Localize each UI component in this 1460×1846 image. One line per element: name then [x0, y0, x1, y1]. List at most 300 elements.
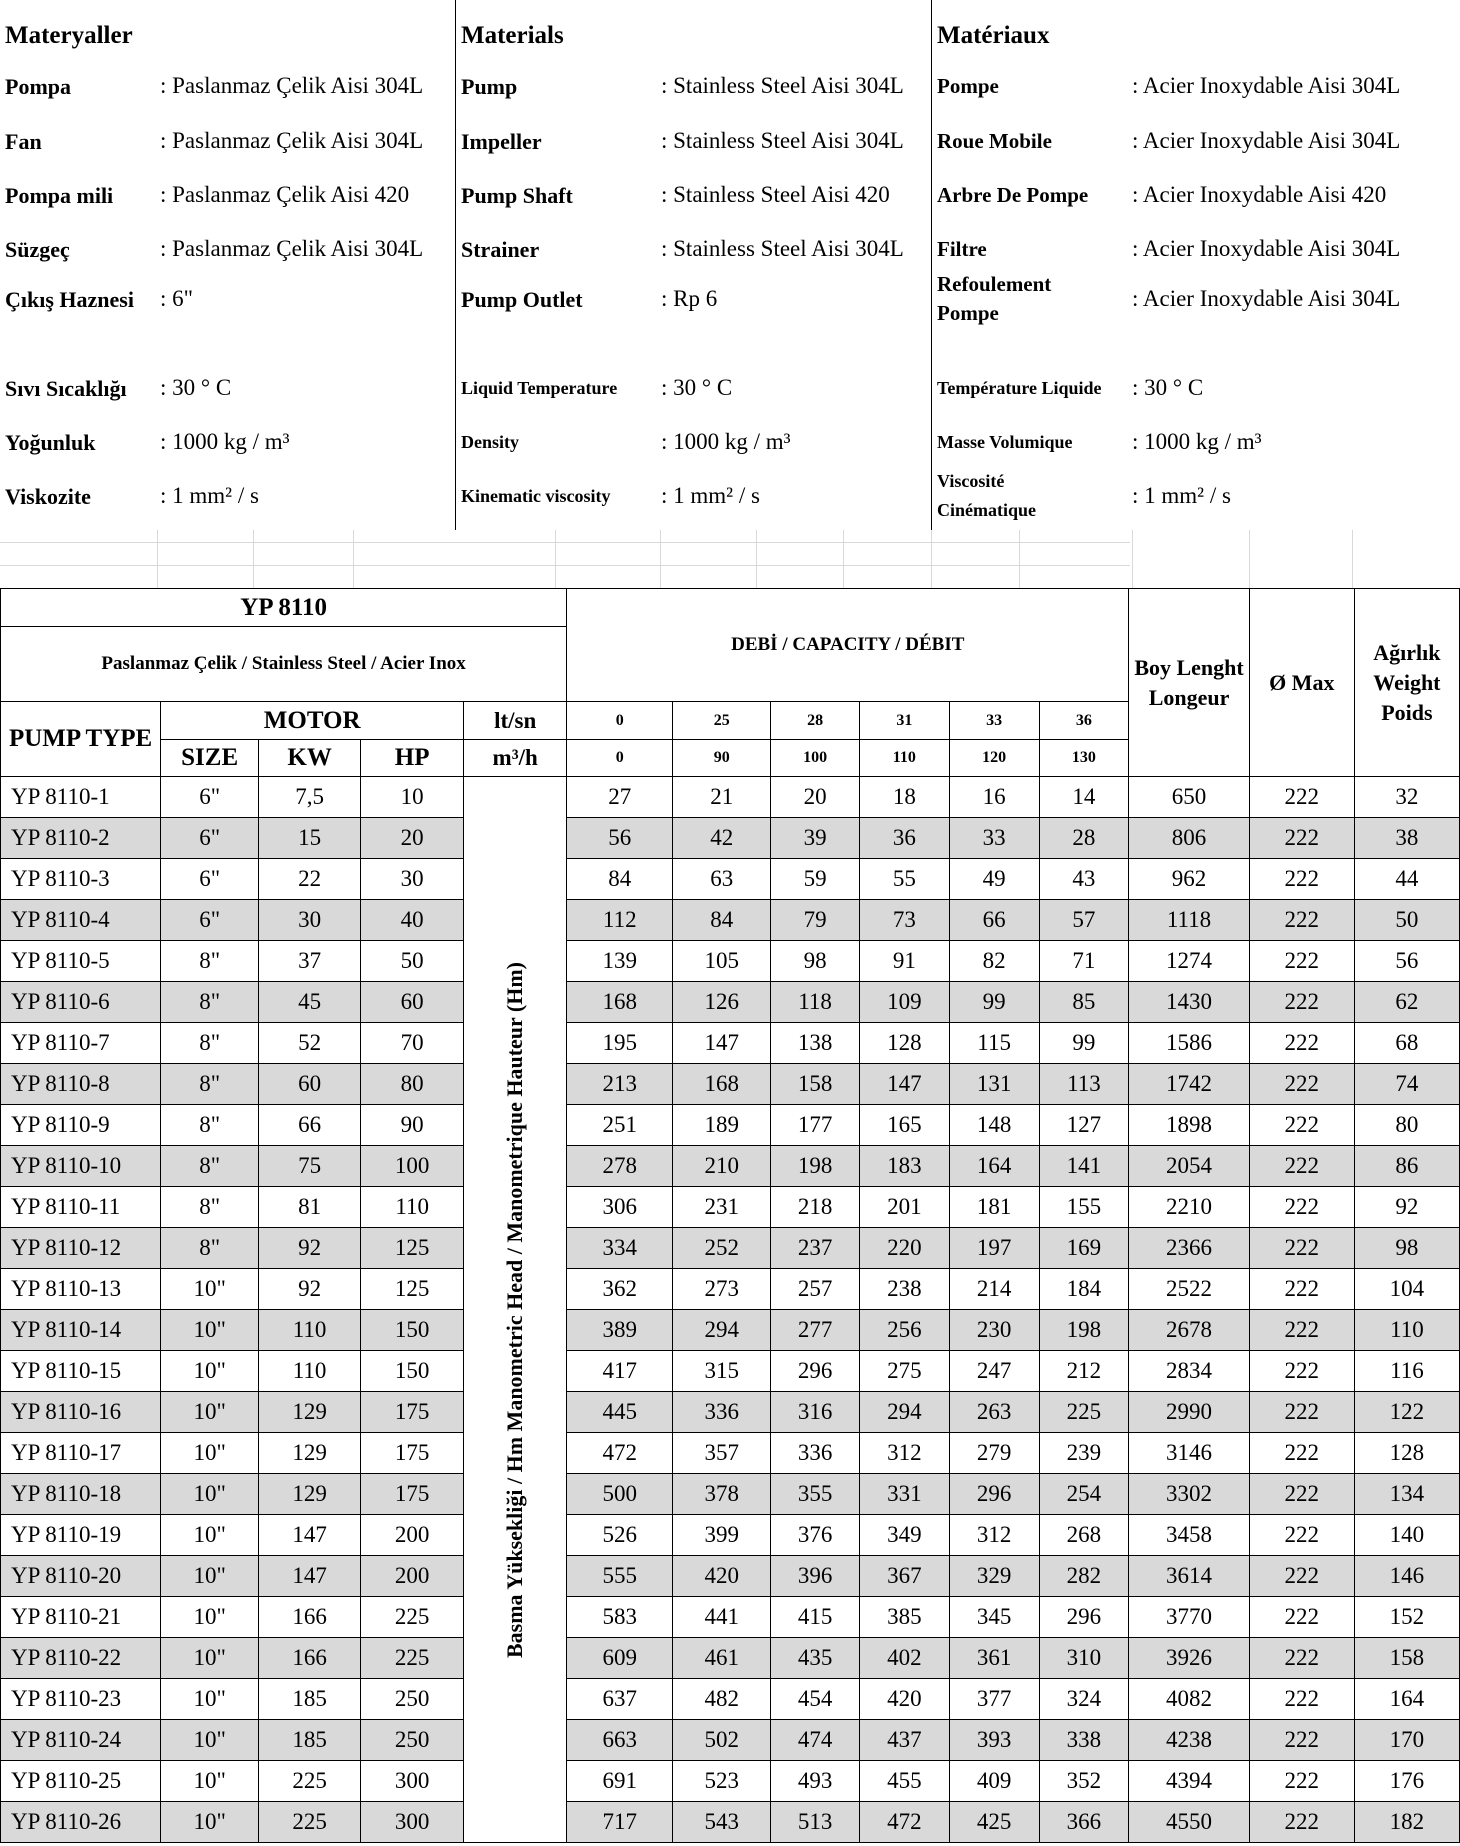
materials-row	[0, 125, 455, 157]
weight-cell: 98	[1354, 1228, 1459, 1269]
materials-label: Viscosité Cinématique	[937, 471, 1036, 520]
pump-type-cell: YP 8110-16	[1, 1392, 161, 1433]
head-value-cell: 352	[1039, 1761, 1129, 1802]
head-value-cell: 315	[673, 1351, 771, 1392]
materials-label: Pompa	[5, 73, 71, 99]
m3h-value-4: 120	[949, 740, 1039, 777]
materials-value: : Stainless Steel Aisi 304L	[661, 236, 904, 261]
motor-hp-cell: 110	[361, 1187, 464, 1228]
materials-row	[0, 233, 455, 265]
motor-size-cell: 8"	[161, 1023, 259, 1064]
motor-hp-cell: 175	[361, 1474, 464, 1515]
head-value-cell: 198	[1039, 1310, 1129, 1351]
motor-hp-cell: 30	[361, 859, 464, 900]
pump-type-cell: YP 8110-18	[1, 1474, 161, 1515]
table-row	[1, 900, 1460, 941]
head-value-cell: 165	[859, 1105, 949, 1146]
head-value-cell: 112	[567, 900, 673, 941]
motor-hp-cell: 125	[361, 1269, 464, 1310]
materials-label: Fan	[5, 128, 42, 154]
head-value-cell: 99	[949, 982, 1039, 1023]
motor-hp-cell: 10	[361, 777, 464, 818]
materials-row	[0, 426, 455, 458]
materials-label: Masse Volumique	[937, 431, 1073, 452]
head-value-cell: 336	[771, 1433, 860, 1474]
head-value-cell: 513	[771, 1802, 860, 1843]
weight-cell: 80	[1354, 1105, 1459, 1146]
weight-cell: 74	[1354, 1064, 1459, 1105]
motor-size-cell: 10"	[161, 1556, 259, 1597]
diameter-cell: 222	[1249, 859, 1354, 900]
head-value-cell: 366	[1039, 1802, 1129, 1843]
head-value-cell: 717	[567, 1802, 673, 1843]
materials-label: Pump Outlet	[461, 286, 583, 312]
head-value-cell: 118	[771, 982, 860, 1023]
head-value-cell: 378	[673, 1474, 771, 1515]
materials-row	[932, 471, 1460, 520]
lts-value-3: 31	[859, 702, 949, 740]
head-value-cell: 177	[771, 1105, 860, 1146]
hp-header: HP	[361, 740, 464, 777]
motor-size-cell: 6"	[161, 777, 259, 818]
head-value-cell: 361	[949, 1638, 1039, 1679]
head-value-cell: 85	[1039, 982, 1129, 1023]
pump-type-cell: YP 8110-5	[1, 941, 161, 982]
materials-row	[0, 480, 455, 512]
motor-size-cell: 10"	[161, 1515, 259, 1556]
diameter-cell: 222	[1249, 818, 1354, 859]
head-value-cell: 14	[1039, 777, 1129, 818]
head-value-cell: 310	[1039, 1638, 1129, 1679]
materials-label: Impeller	[461, 128, 542, 154]
motor-kw-cell: 45	[259, 982, 361, 1023]
head-value-cell: 164	[949, 1146, 1039, 1187]
head-value-cell: 55	[859, 859, 949, 900]
materials-label: Liquid Temperature	[461, 377, 618, 398]
materials-row	[0, 372, 455, 404]
weight-cell: 110	[1354, 1310, 1459, 1351]
head-value-cell: 168	[567, 982, 673, 1023]
materials-row	[456, 179, 932, 211]
grid-line	[0, 542, 1130, 543]
head-value-cell: 126	[673, 982, 771, 1023]
materials-value: : 1000 kg / m³	[661, 429, 791, 454]
materials-label: Pompa mili	[5, 182, 114, 208]
motor-hp-cell: 250	[361, 1679, 464, 1720]
materials-value: : Paslanmaz Çelik Aisi 304L	[160, 128, 424, 153]
head-value-cell: 225	[1039, 1392, 1129, 1433]
m3h-value-5: 130	[1039, 740, 1129, 777]
head-value-cell: 441	[673, 1597, 771, 1638]
head-value-cell: 472	[859, 1802, 949, 1843]
motor-hp-cell: 70	[361, 1023, 464, 1064]
motor-kw-cell: 129	[259, 1474, 361, 1515]
head-value-cell: 66	[949, 900, 1039, 941]
pump-type-cell: YP 8110-2	[1, 818, 161, 859]
motor-size-cell: 8"	[161, 1105, 259, 1146]
table-row	[1, 1761, 1460, 1802]
length-cell: 2678	[1129, 1310, 1249, 1351]
length-cell: 4394	[1129, 1761, 1249, 1802]
diameter-cell: 222	[1249, 1105, 1354, 1146]
table-row	[1, 1351, 1460, 1392]
weight-cell: 164	[1354, 1679, 1459, 1720]
materials-row	[456, 426, 932, 458]
m3h-unit-header: m³/h	[464, 740, 567, 777]
head-value-cell: 294	[859, 1392, 949, 1433]
motor-size-cell: 6"	[161, 900, 259, 941]
table-row	[1, 1679, 1460, 1720]
head-value-cell: 455	[859, 1761, 949, 1802]
head-value-cell: 201	[859, 1187, 949, 1228]
head-value-cell: 472	[567, 1433, 673, 1474]
head-value-cell: 39	[771, 818, 860, 859]
head-value-cell: 138	[771, 1023, 860, 1064]
head-value-cell: 84	[567, 859, 673, 900]
motor-kw-cell: 225	[259, 1761, 361, 1802]
diameter-cell: 222	[1249, 1474, 1354, 1515]
materials-row	[932, 125, 1460, 157]
pump-type-cell: YP 8110-4	[1, 900, 161, 941]
grid-line	[931, 530, 932, 588]
motor-kw-cell: 22	[259, 859, 361, 900]
head-value-cell: 71	[1039, 941, 1129, 982]
pump-type-cell: YP 8110-8	[1, 1064, 161, 1105]
length-header: Boy Lenght Longeur	[1129, 589, 1249, 777]
motor-size-cell: 10"	[161, 1474, 259, 1515]
head-value-cell: 168	[673, 1064, 771, 1105]
head-value-cell: 312	[859, 1433, 949, 1474]
materials-row	[456, 70, 932, 102]
head-value-cell: 385	[859, 1597, 949, 1638]
length-cell: 2366	[1129, 1228, 1249, 1269]
grid-line	[843, 530, 844, 588]
pump-type-cell: YP 8110-20	[1, 1556, 161, 1597]
head-value-cell: 454	[771, 1679, 860, 1720]
materials-value: : Paslanmaz Çelik Aisi 304L	[160, 236, 424, 261]
head-value-cell: 18	[859, 777, 949, 818]
head-value-cell: 169	[1039, 1228, 1129, 1269]
motor-header: MOTOR	[161, 702, 464, 740]
materials-label: Pompe	[937, 73, 999, 98]
pump-type-cell: YP 8110-17	[1, 1433, 161, 1474]
motor-hp-cell: 150	[361, 1310, 464, 1351]
head-value-cell: 523	[673, 1761, 771, 1802]
head-value-cell: 109	[859, 982, 949, 1023]
weight-cell: 32	[1354, 777, 1459, 818]
grid-line	[660, 530, 661, 588]
motor-hp-cell: 90	[361, 1105, 464, 1146]
pump-type-header: PUMP TYPE	[1, 702, 161, 777]
motor-kw-cell: 129	[259, 1433, 361, 1474]
m3h-value-3: 110	[859, 740, 949, 777]
head-value-cell: 256	[859, 1310, 949, 1351]
table-row	[1, 1515, 1460, 1556]
materials-row	[932, 233, 1460, 265]
head-value-cell: 409	[949, 1761, 1039, 1802]
motor-size-cell: 8"	[161, 1146, 259, 1187]
head-value-cell: 252	[673, 1228, 771, 1269]
weight-cell: 38	[1354, 818, 1459, 859]
head-value-cell: 437	[859, 1720, 949, 1761]
materials-value: : Acier Inoxydable Aisi 304L	[1132, 73, 1401, 98]
grid-line	[756, 530, 757, 588]
head-value-cell: 210	[673, 1146, 771, 1187]
head-value-cell: 355	[771, 1474, 860, 1515]
motor-kw-cell: 185	[259, 1720, 361, 1761]
materials-value: : Rp 6	[661, 286, 718, 311]
head-value-cell: 502	[673, 1720, 771, 1761]
materials-value: : 1000 kg / m³	[160, 429, 290, 454]
materials-label: Viskozite	[5, 483, 91, 509]
head-value-cell: 316	[771, 1392, 860, 1433]
pump-type-cell: YP 8110-10	[1, 1146, 161, 1187]
weight-cell: 140	[1354, 1515, 1459, 1556]
weight-cell: 182	[1354, 1802, 1459, 1843]
materials-value: : 6"	[160, 286, 194, 311]
motor-kw-cell: 15	[259, 818, 361, 859]
head-value-cell: 98	[771, 941, 860, 982]
pump-type-cell: YP 8110-9	[1, 1105, 161, 1146]
head-value-cell: 73	[859, 900, 949, 941]
table-row	[1, 1228, 1460, 1269]
head-value-cell: 338	[1039, 1720, 1129, 1761]
length-cell: 3770	[1129, 1597, 1249, 1638]
motor-hp-cell: 40	[361, 900, 464, 941]
lts-value-1: 25	[673, 702, 771, 740]
head-value-cell: 500	[567, 1474, 673, 1515]
materials-section	[0, 0, 1460, 530]
head-value-cell: 113	[1039, 1064, 1129, 1105]
model-title: YP 8110	[1, 589, 567, 627]
motor-hp-cell: 80	[361, 1064, 464, 1105]
diameter-cell: 222	[1249, 1023, 1354, 1064]
motor-kw-cell: 110	[259, 1351, 361, 1392]
weight-cell: 170	[1354, 1720, 1459, 1761]
grid-line	[157, 530, 158, 588]
materials-label: Roue Mobile	[937, 128, 1052, 153]
diameter-cell: 222	[1249, 1187, 1354, 1228]
weight-cell: 104	[1354, 1269, 1459, 1310]
materials-heading-en: Materials	[461, 22, 564, 49]
diameter-cell: 222	[1249, 1228, 1354, 1269]
head-value-cell: 312	[949, 1515, 1039, 1556]
materials-label: Pump Shaft	[461, 182, 573, 208]
head-value-cell: 420	[673, 1556, 771, 1597]
diameter-cell: 222	[1249, 777, 1354, 818]
head-value-cell: 212	[1039, 1351, 1129, 1392]
head-value-cell: 115	[949, 1023, 1039, 1064]
head-value-cell: 294	[673, 1310, 771, 1351]
motor-size-cell: 10"	[161, 1597, 259, 1638]
motor-size-cell: 10"	[161, 1802, 259, 1843]
materials-row	[456, 233, 932, 265]
head-value-cell: 82	[949, 941, 1039, 982]
length-cell: 2054	[1129, 1146, 1249, 1187]
motor-hp-cell: 225	[361, 1638, 464, 1679]
materials-label: Arbre De Pompe	[937, 182, 1089, 207]
head-value-cell: 131	[949, 1064, 1039, 1105]
grid-line	[1132, 530, 1133, 588]
head-value-cell: 147	[859, 1064, 949, 1105]
head-value-cell: 526	[567, 1515, 673, 1556]
head-value-cell: 376	[771, 1515, 860, 1556]
head-value-cell: 99	[1039, 1023, 1129, 1064]
materials-column-fr	[931, 0, 1460, 530]
head-value-cell: 336	[673, 1392, 771, 1433]
head-value-cell: 16	[949, 777, 1039, 818]
head-value-cell: 296	[1039, 1597, 1129, 1638]
head-value-cell: 425	[949, 1802, 1039, 1843]
head-value-cell: 56	[567, 818, 673, 859]
diameter-cell: 222	[1249, 1392, 1354, 1433]
pump-type-cell: YP 8110-13	[1, 1269, 161, 1310]
motor-kw-cell: 166	[259, 1597, 361, 1638]
head-value-cell: 402	[859, 1638, 949, 1679]
weight-cell: 152	[1354, 1597, 1459, 1638]
table-row	[1, 777, 1460, 818]
weight-cell: 68	[1354, 1023, 1459, 1064]
lts-value-5: 36	[1039, 702, 1129, 740]
table-row	[1, 1556, 1460, 1597]
materials-value: : 1 mm² / s	[1132, 483, 1231, 508]
head-value-cell: 63	[673, 859, 771, 900]
pump-type-cell: YP 8110-12	[1, 1228, 161, 1269]
pump-type-cell: YP 8110-1	[1, 777, 161, 818]
head-value-cell: 273	[673, 1269, 771, 1310]
head-value-cell: 474	[771, 1720, 860, 1761]
head-value-cell: 435	[771, 1638, 860, 1679]
diameter-header: Ø Max	[1249, 589, 1354, 777]
head-value-cell: 147	[673, 1023, 771, 1064]
head-value-cell: 181	[949, 1187, 1039, 1228]
motor-kw-cell: 92	[259, 1269, 361, 1310]
motor-size-cell: 8"	[161, 1064, 259, 1105]
weight-header: Ağırlık Weight Poids	[1354, 589, 1459, 777]
head-value-cell: 158	[771, 1064, 860, 1105]
diameter-cell: 222	[1249, 1269, 1354, 1310]
length-cell: 1742	[1129, 1064, 1249, 1105]
materials-label: Sıvı Sıcaklığı	[5, 375, 127, 401]
head-axis-cell	[464, 777, 567, 1843]
length-cell: 3926	[1129, 1638, 1249, 1679]
head-value-cell: 461	[673, 1638, 771, 1679]
head-value-cell: 21	[673, 777, 771, 818]
head-value-cell: 49	[949, 859, 1039, 900]
pump-type-cell: YP 8110-19	[1, 1515, 161, 1556]
motor-kw-cell: 147	[259, 1515, 361, 1556]
length-cell: 4082	[1129, 1679, 1249, 1720]
materials-value: : 1000 kg / m³	[1132, 429, 1262, 454]
motor-size-cell: 10"	[161, 1392, 259, 1433]
motor-size-cell: 10"	[161, 1433, 259, 1474]
materials-label: Kinematic viscosity	[461, 485, 611, 506]
materials-label: Strainer	[461, 236, 540, 262]
motor-hp-cell: 300	[361, 1761, 464, 1802]
motor-size-cell: 8"	[161, 1228, 259, 1269]
head-value-cell: 445	[567, 1392, 673, 1433]
head-value-cell: 482	[673, 1679, 771, 1720]
head-value-cell: 220	[859, 1228, 949, 1269]
head-value-cell: 230	[949, 1310, 1039, 1351]
kw-header: KW	[259, 740, 361, 777]
head-value-cell: 197	[949, 1228, 1039, 1269]
motor-hp-cell: 200	[361, 1515, 464, 1556]
head-value-cell: 349	[859, 1515, 949, 1556]
materials-label: Çıkış Haznesi	[5, 286, 134, 312]
m3h-value-0: 0	[567, 740, 673, 777]
materials-label: Süzgeç	[5, 236, 70, 262]
head-value-cell: 367	[859, 1556, 949, 1597]
head-value-cell: 334	[567, 1228, 673, 1269]
head-value-cell: 415	[771, 1597, 860, 1638]
materials-value: : Acier Inoxydable Aisi 304L	[1132, 128, 1401, 153]
head-value-cell: 393	[949, 1720, 1039, 1761]
head-value-cell: 189	[673, 1105, 771, 1146]
materials-value: : Stainless Steel Aisi 420	[661, 182, 890, 207]
materials-value: : Paslanmaz Çelik Aisi 420	[160, 182, 410, 207]
length-cell: 3302	[1129, 1474, 1249, 1515]
diameter-cell: 222	[1249, 1761, 1354, 1802]
table-row	[1, 1802, 1460, 1843]
materials-row	[456, 372, 932, 404]
materials-column-tr	[0, 0, 455, 530]
materials-column-en	[455, 0, 932, 530]
head-value-cell: 128	[859, 1023, 949, 1064]
motor-hp-cell: 175	[361, 1433, 464, 1474]
length-cell: 1586	[1129, 1023, 1249, 1064]
motor-hp-cell: 175	[361, 1392, 464, 1433]
materials-label: Température Liquide	[937, 377, 1102, 398]
grid-line	[555, 530, 556, 588]
head-value-cell: 42	[673, 818, 771, 859]
materials-label: Refoulement Pompe	[937, 272, 1052, 325]
head-value-cell: 263	[949, 1392, 1039, 1433]
head-value-cell: 296	[949, 1474, 1039, 1515]
head-value-cell: 155	[1039, 1187, 1129, 1228]
head-value-cell: 324	[1039, 1679, 1129, 1720]
materials-row	[456, 283, 932, 315]
table-row	[1, 1269, 1460, 1310]
head-value-cell: 43	[1039, 859, 1129, 900]
head-value-cell: 279	[949, 1433, 1039, 1474]
weight-cell: 44	[1354, 859, 1459, 900]
pump-type-cell: YP 8110-3	[1, 859, 161, 900]
diameter-cell: 222	[1249, 1146, 1354, 1187]
length-cell: 2210	[1129, 1187, 1249, 1228]
motor-hp-cell: 125	[361, 1228, 464, 1269]
head-value-cell: 345	[949, 1597, 1039, 1638]
diameter-cell: 222	[1249, 1638, 1354, 1679]
grid-line	[253, 530, 254, 588]
weight-cell: 128	[1354, 1433, 1459, 1474]
materials-label: Density	[461, 431, 519, 452]
length-cell: 1118	[1129, 900, 1249, 941]
weight-cell: 158	[1354, 1638, 1459, 1679]
head-value-cell: 139	[567, 941, 673, 982]
weight-cell: 62	[1354, 982, 1459, 1023]
weight-cell: 92	[1354, 1187, 1459, 1228]
head-value-cell: 399	[673, 1515, 771, 1556]
materials-value: : Stainless Steel Aisi 304L	[661, 128, 904, 153]
materials-row	[932, 426, 1460, 458]
m3h-value-1: 90	[673, 740, 771, 777]
materials-value: : Paslanmaz Çelik Aisi 304L	[160, 73, 424, 98]
motor-hp-cell: 250	[361, 1720, 464, 1761]
length-cell: 4550	[1129, 1802, 1249, 1843]
motor-size-cell: 10"	[161, 1269, 259, 1310]
head-value-cell: 84	[673, 900, 771, 941]
